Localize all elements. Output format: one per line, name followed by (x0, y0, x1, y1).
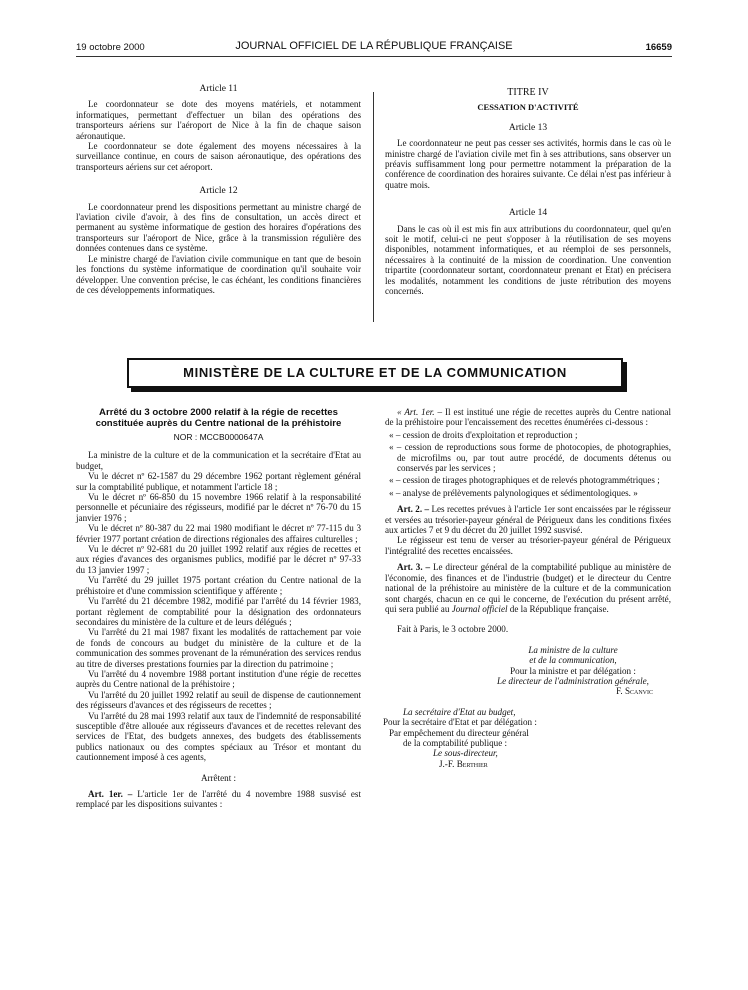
arretent: Arrêtent : (200, 772, 237, 783)
sig2-line-4: Le sous-directeur, (433, 748, 498, 759)
decree-left-column (76, 407, 361, 810)
article-2-label: Art. 2. – (397, 504, 430, 515)
sig1-title-2: et de la communication, (529, 655, 617, 666)
sig1-line-1: Pour la ministre et par délégation : (510, 665, 636, 676)
signature-block-2 (383, 707, 583, 769)
visa-1: Vu le décret nº 62-1587 du 29 décembre 1962 portant règlement général sur la comptabilité publique, et notamment l'article 18 ; (76, 471, 361, 492)
visa-0: La ministre de la culture et de la communication et la secrétaire d'Etat au budget, (76, 450, 361, 471)
article-12-paragraph-2: Le ministre chargé de l'aviation civile communique en tant que de besoin les fonctions du système informatique de coordination qu'il souhaite voir développer. Une convention précise, le cas échéant, les conditions financières de ces développements informatiques. (76, 253, 361, 295)
visa-7: Vu l'arrêté du 21 mai 1987 fixant les modalités de rattachement par voie de fonds de concours au budget du ministère de la culture et de la communication des sommes provenant de la rémunération des services rendus au titre de diverses prestations fournies par la direction du patrimoine ; (76, 627, 361, 669)
article-14-paragraph: Dans le cas où il est mis fin aux attributions du coordonnateur, quel qu'en soit le motif, celui-ci ne peut s'opposer à la réutilisation de ses moyens disponibles, notamment informatiques, et au réemploi de ses personnels, nécessaires à la continuité de la mission de coordination. Une convention tripartite (coordonnateur sortant, coordonnateur prenant et Etat) en précisera les modalités, notamment les conditions de juste rétribution des moyens concernés. (385, 223, 671, 297)
sig2-line-3: de la comptabilité publique : (403, 737, 508, 748)
article-11-paragraph-1: Le coordonnateur se dote des moyens matériels, et notamment informatiques, permettant d'effectuer un bilan des opérations des transporteurs aériens sur l'aéroport de Nice à la fin de chaque saison aéronautique. (76, 99, 361, 141)
article-1-quote (385, 407, 671, 428)
decree-nor-text: NOR : MCCB0000647A (173, 432, 264, 442)
visa-8: Vu l'arrêté du 4 novembre 1988 portant institution d'une régie de recettes auprès du Centre national de la préhistoire ; (76, 668, 361, 690)
visa-9: Vu l'arrêté du 20 juillet 1992 relatif au seuil de dispense de cautionnement des régisseurs d'avances et des régisseurs de recettes ; (76, 689, 361, 711)
article-11-paragraph-2: Le coordonnateur se dote également des moyens nécessaires à la surveillance continue, en cours de saison aéronautique, des opérations des transporteurs aériens sur cet aéroport. (76, 141, 361, 172)
top-left-column (76, 84, 361, 295)
article-14-title: Article 14 (508, 208, 548, 219)
bullet-item: « – cession de reproductions sous forme de photocopies, de photographies, de microfilms ou, par tout autre procédé, de documents détenus ou conservés par les services ; (389, 442, 671, 474)
article-1-quote-text: Il est institué une régie de recettes auprès du Centre national de la préhistoire pour l'encaissement des recettes énumérées ci-dessous : (385, 407, 671, 428)
article-1-text: L'article 1er de l'arrêté du 4 novembre 1988 susvisé est remplacé par les dispositions suivantes : (76, 789, 361, 810)
visa-2: Vu le décret nº 66-850 du 15 novembre 1966 relatif à la responsabilité personnelle et pécuniaire des régisseurs, modifié par le décret nº 76-70 du 15 janvier 1976 ; (76, 492, 361, 523)
page-number: 16659 (645, 42, 672, 53)
sig1-name: F. Scanvic (616, 686, 653, 697)
article-2-text: Les recettes prévues à l'article 1er sont encaissées par le régisseur et versées au trésorier-payeur général de Périgueux dans les conditions fixées aux articles 7 et 9 du décret du 20 juillet 1992 susvisé. (385, 504, 671, 536)
sig1-title-1: La ministre de la culture (528, 644, 618, 655)
sig2-title: La secrétaire d'Etat au budget, (403, 706, 516, 717)
signature-block-1 (475, 645, 671, 697)
article-3-jo: Journal officiel (451, 603, 508, 614)
top-right-column (385, 88, 671, 297)
article-2-paragraph-2: Le régisseur est tenu de verser au trésorier-payeur général de Périgueux l'intégralité des recettes encaissées. (385, 535, 671, 556)
titre-heading: TITRE IV (507, 87, 549, 98)
article-1-label: Art. 1er. – (88, 789, 133, 799)
journal-title: JOURNAL OFFICIEL DE LA RÉPUBLIQUE FRANÇAISE (235, 40, 513, 52)
bullet-item: « – analyse de prélèvements palynologiques et sédimentologiques. » (389, 487, 638, 498)
visa-10: Vu l'arrêté du 28 mai 1993 relatif aux taux de l'indemnité de responsabilité susceptible d'être allouée aux régisseurs d'avances et de recettes relevant des services de l'Etat, des budgets annexes, des budgets des établissements publics nationaux ou des comptes spéciaux au Trésor et montant du cautionnement imposé à ces agents, (76, 710, 361, 763)
article-13-paragraph: Le coordonnateur ne peut pas cesser ses activités, hormis dans le cas où le ministre chargé de l'aviation civile met fin à ses attributions, sans observer un préavis suffisamment long pour permettre notamment la préparation de la conférence de coordination des horaires suivante. Ce délai n'est pas inférieur à quatre mois. (385, 138, 671, 190)
header-rule (76, 56, 672, 57)
article-12-paragraph-1: Le coordonnateur prend les dispositions permettant au ministre chargé de l'aviation civile d'avoir, à des fins de consultation, un accès direct et permanent au système informatique de gestion des horaires d'opérations des transporteurs sur l'aéroport de Nice, grâce à la transmission régulière des données contenues dans ce système. (76, 201, 361, 254)
visa-4: Vu le décret nº 92-681 du 20 juillet 1992 relatif aux régies de recettes et aux régies d'avances des organismes publics, modifié par le décret nº 97-33 du 13 janvier 1997 ; (76, 544, 361, 575)
header-date: 19 octobre 2000 (76, 42, 145, 53)
visa-6: Vu l'arrêté du 21 décembre 1982, modifié par l'arrêté du 14 février 1983, portant règlement de comptabilité pour la désignation des ordonnateurs secondaires du ministère de la culture et de leurs délégués ; (76, 596, 361, 627)
decree-right-column (385, 407, 671, 769)
bullet-item: « – cession de droits d'exploitation et reproduction ; (389, 429, 578, 440)
article-3-end: de la République française. (509, 603, 609, 614)
ministry-banner: MINISTÈRE DE LA CULTURE ET DE LA COMMUNICATION (127, 358, 623, 388)
decree-nor (76, 432, 361, 442)
decree-title: Arrêté du 3 octobre 2000 relatif à la régie de recettes constituée auprès du Centre national de la préhistoire (95, 407, 342, 429)
article-2 (385, 504, 671, 535)
article-11-title: Article 11 (199, 84, 238, 94)
column-divider (373, 92, 374, 322)
article-3-text: Le directeur général de la comptabilité publique au ministère de l'économie, des finances et de l'industrie (budget) et le directeur du Centre national de la préhistoire au ministère de la culture et de la communication sont chargés, chacun en ce qui le concerne, de l'exécution du présent arrêté, qui sera publié au (385, 562, 671, 614)
bullet-item: « – cession de tirages photographiques et de relevés photogrammétriques ; (389, 475, 660, 486)
article-3-label: Art. 3. – (397, 562, 431, 573)
titre-subheading: CESSATION D'ACTIVITÉ (477, 102, 579, 113)
visa-5: Vu l'arrêté du 29 juillet 1975 portant création du Centre national de la préhistoire et d'une commission scientifique y afférente ; (76, 575, 361, 596)
visa-3: Vu le décret nº 80-387 du 22 mai 1980 modifiant le décret nº 77-115 du 3 février 1977 portant création de directions régionales des affaires culturelles ; (76, 523, 361, 544)
page-header (76, 40, 672, 56)
article-3 (385, 562, 671, 614)
article-12-title: Article 12 (199, 186, 238, 197)
article-13-title: Article 13 (508, 122, 548, 133)
sig2-line-1: Pour la secrétaire d'Etat et par délégation : (383, 717, 537, 728)
sig1-line-2: Le directeur de l'administration générale, (497, 675, 649, 686)
sig2-name: J.-F. Berthier (439, 758, 488, 769)
article-1 (76, 789, 361, 810)
fait-a-paris: Fait à Paris, le 3 octobre 2000. (397, 624, 509, 635)
article-1-quote-label: « Art. 1er. – (397, 407, 443, 417)
sig2-line-2: Par empêchement du directeur général (389, 727, 529, 738)
